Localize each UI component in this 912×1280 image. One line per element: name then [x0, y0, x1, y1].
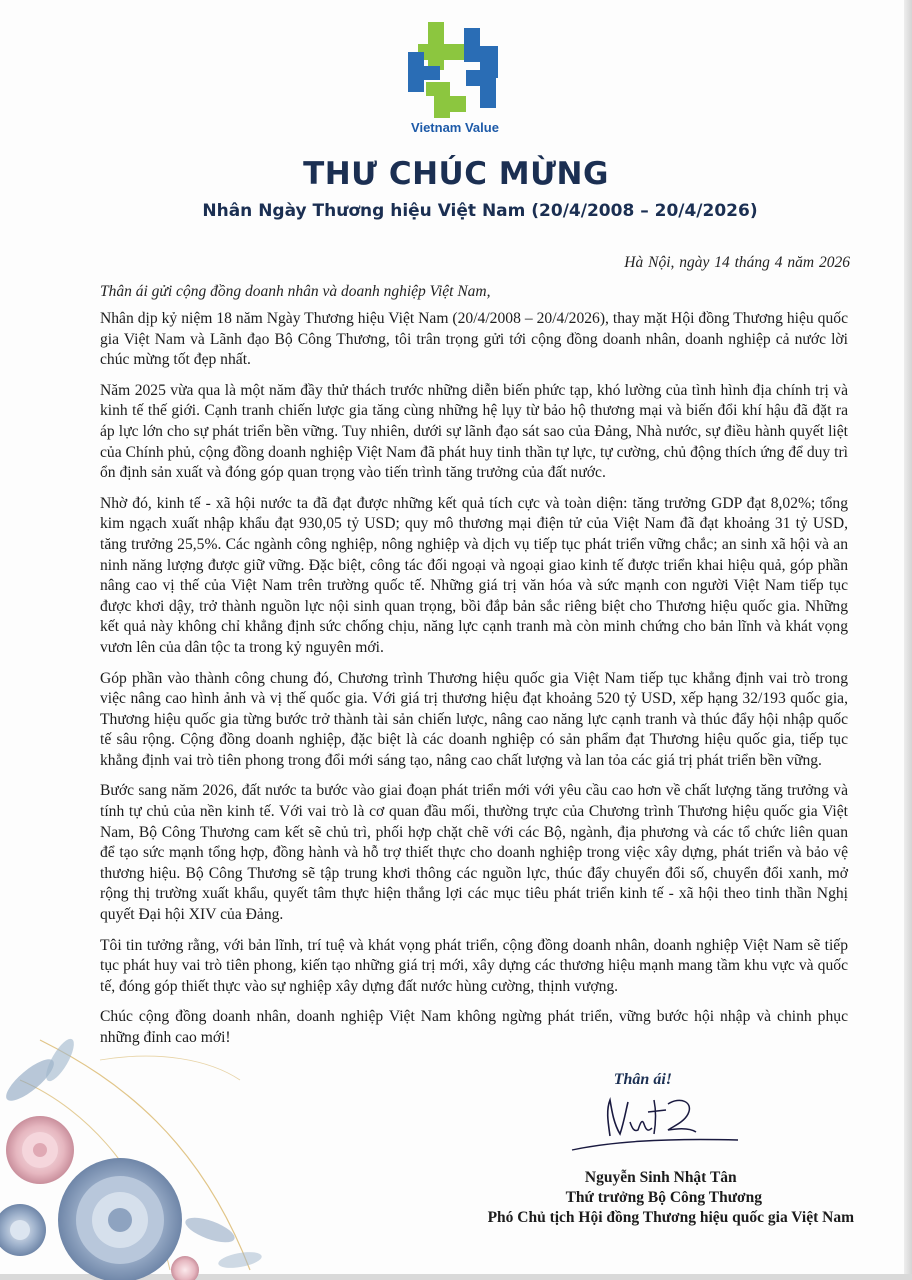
letter-subtitle: Nhân Ngày Thương hiệu Việt Nam (20/4/2008 – 20/4/2026): [202, 201, 758, 221]
closing: Thân ái!: [613, 1071, 672, 1088]
page-edge-shadow: [904, 0, 912, 1280]
paragraph-2: Năm 2025 vừa qua là một năm đầy thử thách trước những diễn biến phức tạp, khó lường của tình hình địa chính trị và kinh tế thế giới. Cạnh tranh chiến lược gia tăng cùng những hệ lụy từ bảo hộ thương mại và biến đổi khí hậu đã đặt ra áp lực lớn cho sự phát triển bền vững. Tuy nhiên, dưới sự lãnh đạo sát sao của Đảng, Nhà nước, sự điều hành quyết liệt của Chính phủ, cộng đồng doanh nghiệp Việt Nam đã phát huy tinh thần tự lực, tự cường, chủ động thích ứng để duy trì ổn định sản xuất và đóng góp quan trọng vào tiến trình tăng trưởng của đất nước.: [100, 381, 848, 482]
paragraph-5: Bước sang năm 2026, đất nước ta bước vào giai đoạn phát triển mới với yêu cầu cao hơn về chất lượng tăng trưởng và tính tự chủ của nền kinh tế. Với vai trò là cơ quan đầu mối, thường trực của Chương trình Thương hiệu quốc gia Việt Nam, Bộ Công Thương cam kết sẽ chủ trì, phối hợp chặt chẽ với các Bộ, ngành, địa phương và các tổ chức liên quan để tạo sức mạnh tổng hợp, đồng hành và hỗ trợ thiết thực cho doanh nghiệp trong việc xây dựng, phát triển và bảo vệ thương hiệu. Bộ Công Thương sẽ tập trung khơi thông các nguồn lực, thúc đẩy chuyển đổi số, chuyển đổi xanh, mở rộng thị trường xuất khẩu, quyết tâm thực hiện thắng lợi các mục tiêu phát triển kinh tế - xã hội theo tinh thần Nghị quyết Đại hội XIV của Đảng.: [100, 782, 848, 924]
paragraph-4: Góp phần vào thành công chung đó, Chương trình Thương hiệu quốc gia Việt Nam tiếp tục khẳng định vai trò trong việc nâng cao hình ảnh và vị thế quốc gia. Với giá trị thương hiệu đạt khoảng 520 tỷ USD, xếp hạng 32/193 quốc gia, Thương hiệu quốc gia từng bước trở thành tài sản chiến lược, nâng cao năng lực cạnh tranh và thúc đẩy hội nhập quốc tế sâu rộng. Cộng đồng doanh nghiệp, đặc biệt là các doanh nghiệp có sản phẩm đạt Thương hiệu quốc gia, tiếp tục khẳng định vai trò tiên phong trong đổi mới sáng tạo, nâng cao chất lượng và lan tỏa các giá trị phát triển bền vững.: [100, 669, 848, 769]
paragraph-7: Chúc cộng đồng doanh nhân, doanh nghiệp Việt Nam không ngừng phát triển, vững bước hội nhập và chinh phục những đỉnh cao mới!: [100, 1008, 848, 1046]
letter-body: [100, 309, 848, 1059]
paragraph-6: Tôi tin tưởng rằng, với bản lĩnh, trí tuệ và khát vọng phát triển, cộng đồng doanh nhân, doanh nghiệp Việt Nam sẽ tiếp tục phát huy vai trò tiên phong, kiến tạo những giá trị mới, xây dựng các thương hiệu mạnh mang tầm khu vực và quốc tế, đóng góp thiết thực vào sự nghiệp xây dựng đất nước hùng cường, thịnh vượng.: [100, 936, 848, 995]
floral-decoration: [0, 1020, 330, 1280]
vietnam-value-logo: [404, 22, 502, 118]
signer-title: Thứ trưởng Bộ Công Thương: [565, 1189, 762, 1206]
paragraph-1: Nhân dịp kỷ niệm 18 năm Ngày Thương hiệu Việt Nam (20/4/2008 – 20/4/2026), thay mặt Hội đồng Thương hiệu quốc gia Việt Nam và Lãnh đạo Bộ Công Thương, tôi trân trọng gửi tới cộng đồng doanh nhân, doanh nghiệp cả nước lời chúc mừng tốt đẹp nhất.: [100, 310, 848, 369]
handwritten-signature: [570, 1094, 740, 1162]
signer-role: Phó Chủ tịch Hội đồng Thương hiệu quốc gia Việt Nam: [487, 1209, 854, 1226]
letter-title: THƯ CHÚC MỪNG: [303, 156, 609, 192]
signer-block: [488, 1168, 854, 1228]
signer-name: Nguyễn Sinh Nhật Tân: [584, 1169, 737, 1186]
place-date: Hà Nội, ngày 14 tháng 4 năm 2026: [624, 254, 850, 271]
paragraph-3: Nhờ đó, kinh tế - xã hội nước ta đã đạt được những kết quả tích cực và toàn diện: tăng trưởng GDP đạt 8,02%; tổng kim ngạch xuất nhập khẩu đạt 930,05 tỷ USD; quy mô thương mại điện tử của Việt Nam đã đạt khoảng 31 tỷ USD, tăng trưởng 25,5%. Các ngành công nghiệp, nông nghiệp và dịch vụ tiếp tục phát triển vững chắc; an sinh xã hội và an ninh năng lượng được giữ vững. Đặc biệt, công tác đối ngoại và ngoại giao kinh tế được triển khai hiệu quả, góp phần nâng cao vị thế của Việt Nam trên trường quốc tế. Những giá trị văn hóa và sức mạnh con người Việt Nam tiếp tục được khơi dậy, trở thành nguồn lực nội sinh quan trọng, bồi đắp bản sắc riêng biệt cho Thương hiệu quốc gia. Những kết quả này không chỉ khẳng định sức chống chịu, năng lực cạnh tranh mà còn minh chứng cho bản lĩnh và khát vọng vươn lên của dân tộc ta trong kỷ nguyên mới.: [100, 494, 848, 656]
brand-name: Vietnam Value: [411, 120, 499, 135]
salutation: Thân ái gửi cộng đồng doanh nhân và doanh nghiệp Việt Nam,: [100, 283, 491, 300]
